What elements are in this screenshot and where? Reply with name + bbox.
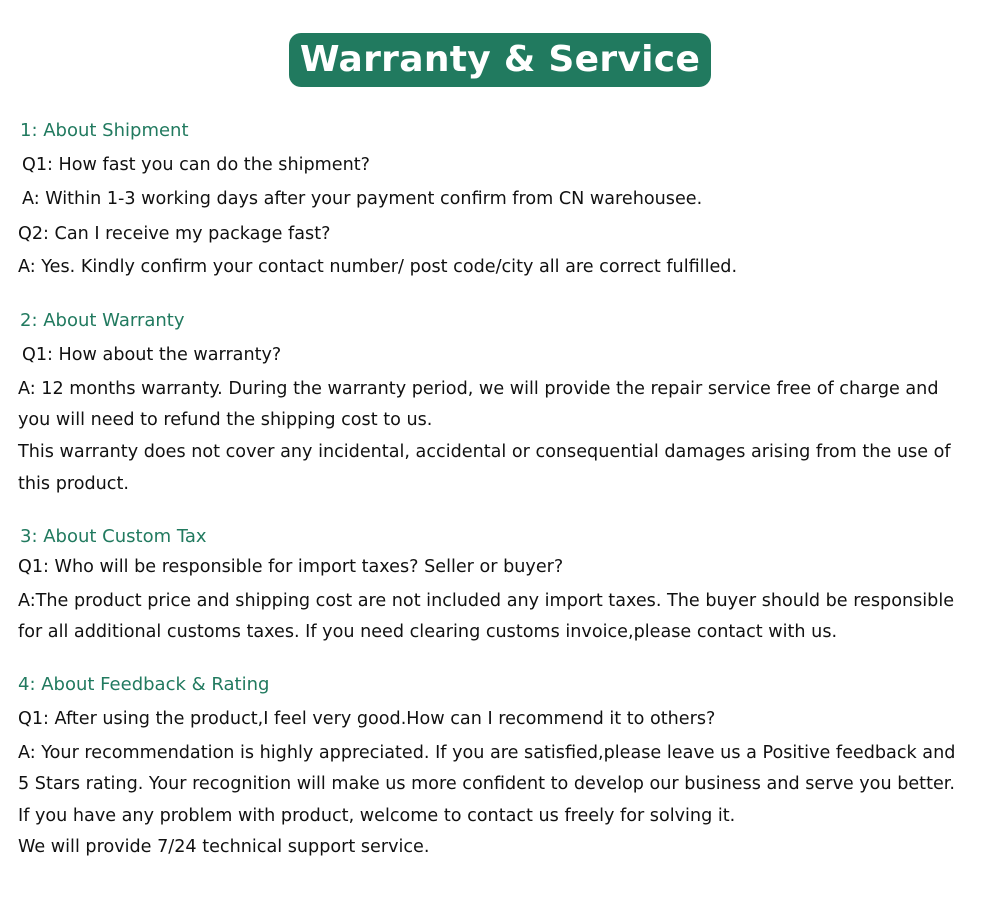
section-heading-shipment: 1: About Shipment [20,120,189,141]
shipment-a2: A: Yes. Kindly confirm your contact number/ post code/city all are correct fulfilled. [18,257,738,277]
shipment-a1: A: Within 1-3 working days after your payment confirm from CN warehousee. [22,189,703,209]
tax-a1-line1: A:The product price and shipping cost are not included any import taxes. The buyer should be responsible [18,591,955,611]
warranty-note-line1: This warranty does not cover any incidental, accidental or consequential damages arising from the use of [18,442,951,462]
warranty-a1-line1: A: 12 months warranty. During the warranty period, we will provide the repair service free of charge and [18,379,939,399]
section-heading-custom-tax: 3: About Custom Tax [20,526,207,547]
shipment-q2: Q2: Can I receive my package fast? [18,224,331,244]
warranty-note-line2: this product. [18,474,129,494]
feedback-q1: Q1: After using the product,I feel very good.How can I recommend it to others? [18,709,716,729]
warranty-q1: Q1: How about the warranty? [22,345,282,365]
section-heading-feedback: 4: About Feedback & Rating [18,674,270,695]
feedback-a1-line3: If you have any problem with product, welcome to contact us freely for solving it. [18,806,736,826]
page-title: Warranty & Service [289,33,711,87]
title-container [0,33,1000,87]
section-heading-warranty: 2: About Warranty [20,310,185,331]
shipment-q1: Q1: How fast you can do the shipment? [22,155,371,175]
feedback-a1-line4: We will provide 7/24 technical support service. [18,837,430,857]
tax-a1-line2: for all additional customs taxes. If you need clearing customs invoice,please contact with us. [18,622,838,642]
tax-q1: Q1: Who will be responsible for import taxes? Seller or buyer? [18,557,564,577]
warranty-a1-line2: you will need to refund the shipping cost to us. [18,410,433,430]
feedback-a1-line1: A: Your recommendation is highly appreciated. If you are satisfied,please leave us a Positive feedback and [18,743,956,763]
feedback-a1-line2: 5 Stars rating. Your recognition will make us more confident to develop our business and serve you better. [18,774,956,794]
